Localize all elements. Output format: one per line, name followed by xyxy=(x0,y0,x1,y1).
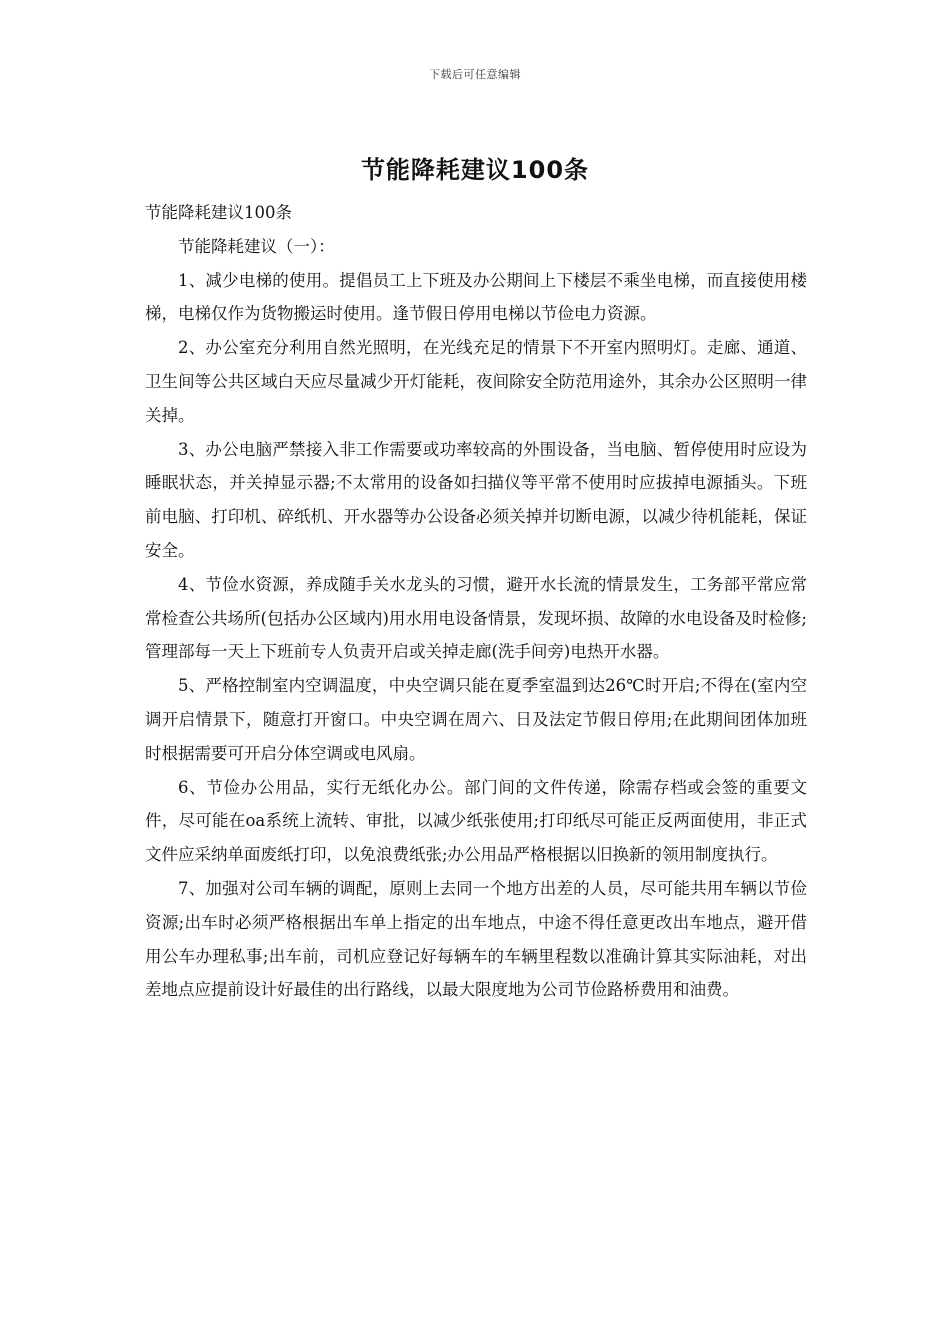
header-note: 下载后可任意编辑 xyxy=(429,68,521,81)
suggestion-item-6: 6、节俭办公用品，实行无纸化办公。部门间的文件传递，除需存档或会签的重要文件，尽可能在oa系统上流转、审批，以减少纸张使用;打印纸尽可能正反两面使用，非正式文件应采纳单面废纸打印，以免浪费纸张;办公用品严格根据以旧换新的领用制度执行。 xyxy=(145,777,807,865)
document-title: 节能降耗建议100条 xyxy=(360,156,590,184)
document-subtitle: 节能降耗建议100条 xyxy=(145,203,292,222)
suggestion-item-7: 7、加强对公司车辆的调配，原则上去同一个地方出差的人员，尽可能共用车辆以节俭资源;出车时必须严格根据出车单上指定的出车地点，中途不得任意更改出车地点，避开借用公车办理私事;出车前，司机应登记好每辆车的车辆里程数以准确计算其实际油耗，对出差地点应提前设计好最佳的出行路线，以最大限度地为公司节俭路桥费用和油费。 xyxy=(145,878,807,1000)
section-heading: 节能降耗建议（一）： xyxy=(178,236,335,256)
suggestion-item-1: 1、减少电梯的使用。提倡员工上下班及办公期间上下楼层不乘坐电梯，而直接使用楼梯，电梯仅作为货物搬运时使用。逢节假日停用电梯以节俭电力资源。 xyxy=(145,270,807,324)
suggestion-item-2: 2、办公室充分利用自然光照明，在光线充足的情景下不开室内照明灯。走廊、通道、卫生间等公共区域白天应尽量减少开灯能耗，夜间除安全防范用途外，其余办公区照明一律关掉。 xyxy=(145,338,807,425)
document-body xyxy=(145,196,807,1007)
suggestion-item-3: 3、办公电脑严禁接入非工作需要或功率较高的外围设备，当电脑、暂停使用时应设为睡眠状态，并关掉显示器;不太常用的设备如扫描仪等平常不使用时应拔掉电源插头。下班前电脑、打印机、碎纸机、开水器等办公设备必须关掉并切断电源，以减少待机能耗，保证安全。 xyxy=(145,439,807,560)
suggestion-item-5: 5、严格控制室内空调温度，中央空调只能在夏季室温到达26℃时开启;不得在(室内空调开启情景下，随意打开窗口。中央空调在周六、日及法定节假日停用;在此期间团体加班时根据需要可开启分体空调或电风扇。 xyxy=(145,676,807,763)
suggestion-item-4: 4、节俭水资源，养成随手关水龙头的习惯，避开水长流的情景发生，工务部平常应常常检查公共场所(包括办公区域内)用水用电设备情景，发现坏损、故障的水电设备及时检修;管理部每一天上下班前专人负责开启或关掉走廊(洗手间旁)电热开水器。 xyxy=(145,574,807,662)
